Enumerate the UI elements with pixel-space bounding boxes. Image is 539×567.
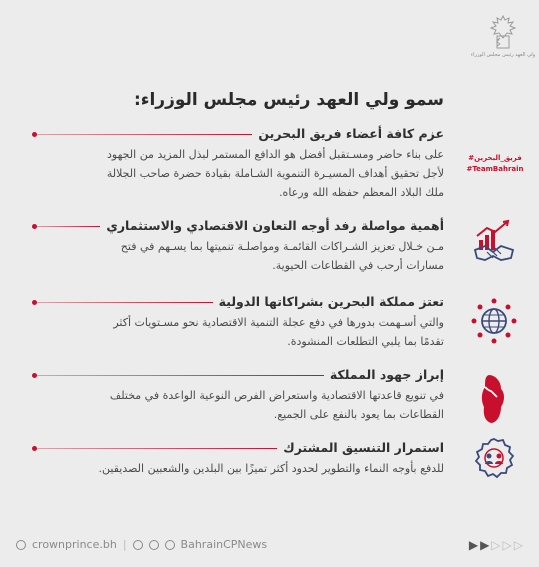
youtube-icon [165,540,175,550]
body-line: في تنويع قاعدتها الاقتصادية واستعراض الفرص النوعية الواعدة في مختلف [109,389,444,402]
heading-divider [34,226,100,227]
page-title: سمو ولي العهد رئيس مجلس الوزراء: [133,90,444,110]
hashtag-arabic: #فريق_البحرين [468,154,522,162]
body-line: مسارات أرحب في القطاعات الحيوية. [272,259,444,272]
section-body [34,237,444,275]
footer [16,538,267,551]
section-team-bahrain [34,126,444,202]
play-icon: ▷ [502,538,512,552]
gear-people-icon [465,430,523,488]
section-heading: أهمية مواصلة رفد أوجه التعاون الاقتصادي والاستثماري [106,218,444,233]
crest-caption: ولي العهد رئيس مجلس الوزراء [470,52,536,58]
globe-icon [16,540,26,550]
royal-crest-logo [470,14,536,66]
section-joint-coordination [34,440,444,478]
twitter-icon [149,540,159,550]
play-icon: ▷ [513,538,523,552]
section-economic-cooperation [34,218,444,275]
instagram-icon [133,540,143,550]
play-icon: ▷ [491,538,501,552]
body-line: لأجل تحقيق أهداف المسيـرة التنموية الشـاملة بقيادة حضرة صاحب الجلالة [106,167,444,180]
section-body [34,386,444,424]
website-link[interactable]: crownprince.bh [32,538,117,551]
body-line: للدفع بأوجه النماء والتطوير لحدود أكثر تميزًا بين البلدين والشعبين الصديقين. [98,462,444,475]
crest-icon [488,14,518,50]
bahrain-map-icon [465,370,523,428]
body-line: والتي أسـهمت بدورها في دفع عجلة التنمية الاقتصادية نحو مسـتويات أكثر [113,316,444,329]
section-heading: استمرار التنسيق المشترك [283,440,444,455]
body-line: تقدمًا بما يلبي التطلعات المنشودة. [287,335,444,348]
handshake-growth-icon [465,212,523,270]
play-icon: ▶ [480,538,490,552]
section-body [34,459,444,478]
section-body [34,313,444,351]
heading-divider [34,134,252,135]
heading-divider [34,375,324,376]
section-heading: عزم كافة أعضاء فريق البحرين [258,126,444,141]
body-line: مـن خـلال تعزيز الشـراكات القائمـة ومواصلـة تنميتها بما يسـهم في فتح [120,240,444,253]
section-heading: إبراز جهود المملكة [329,367,444,382]
hashtag-english: #TeamBahrain [466,165,524,173]
heading-divider [34,448,277,449]
social-handle[interactable]: BahrainCPNews [180,538,268,551]
body-line: القطاعات بما يعود بالنفع على الجميع. [273,408,444,421]
divider: | [122,538,127,551]
team-bahrain-hashtag [463,153,527,175]
globe-network-icon [465,292,523,350]
heading-divider [34,302,213,303]
section-body [34,145,444,202]
body-line: على بناء حاضر ومسـتقبل أفضل هو الدافع المستمر لبذل المزيد من الجهود [107,148,444,161]
section-heading: تعتز مملكة البحرين بشراكاتها الدولية [218,294,444,309]
section-international-partnerships [34,294,444,351]
section-kingdom-efforts [34,367,444,424]
play-icon: ▶ [468,538,479,552]
slide-indicator [469,539,523,551]
body-line: ملك البلاد المعظم حفظه الله ورعاه. [279,186,444,199]
